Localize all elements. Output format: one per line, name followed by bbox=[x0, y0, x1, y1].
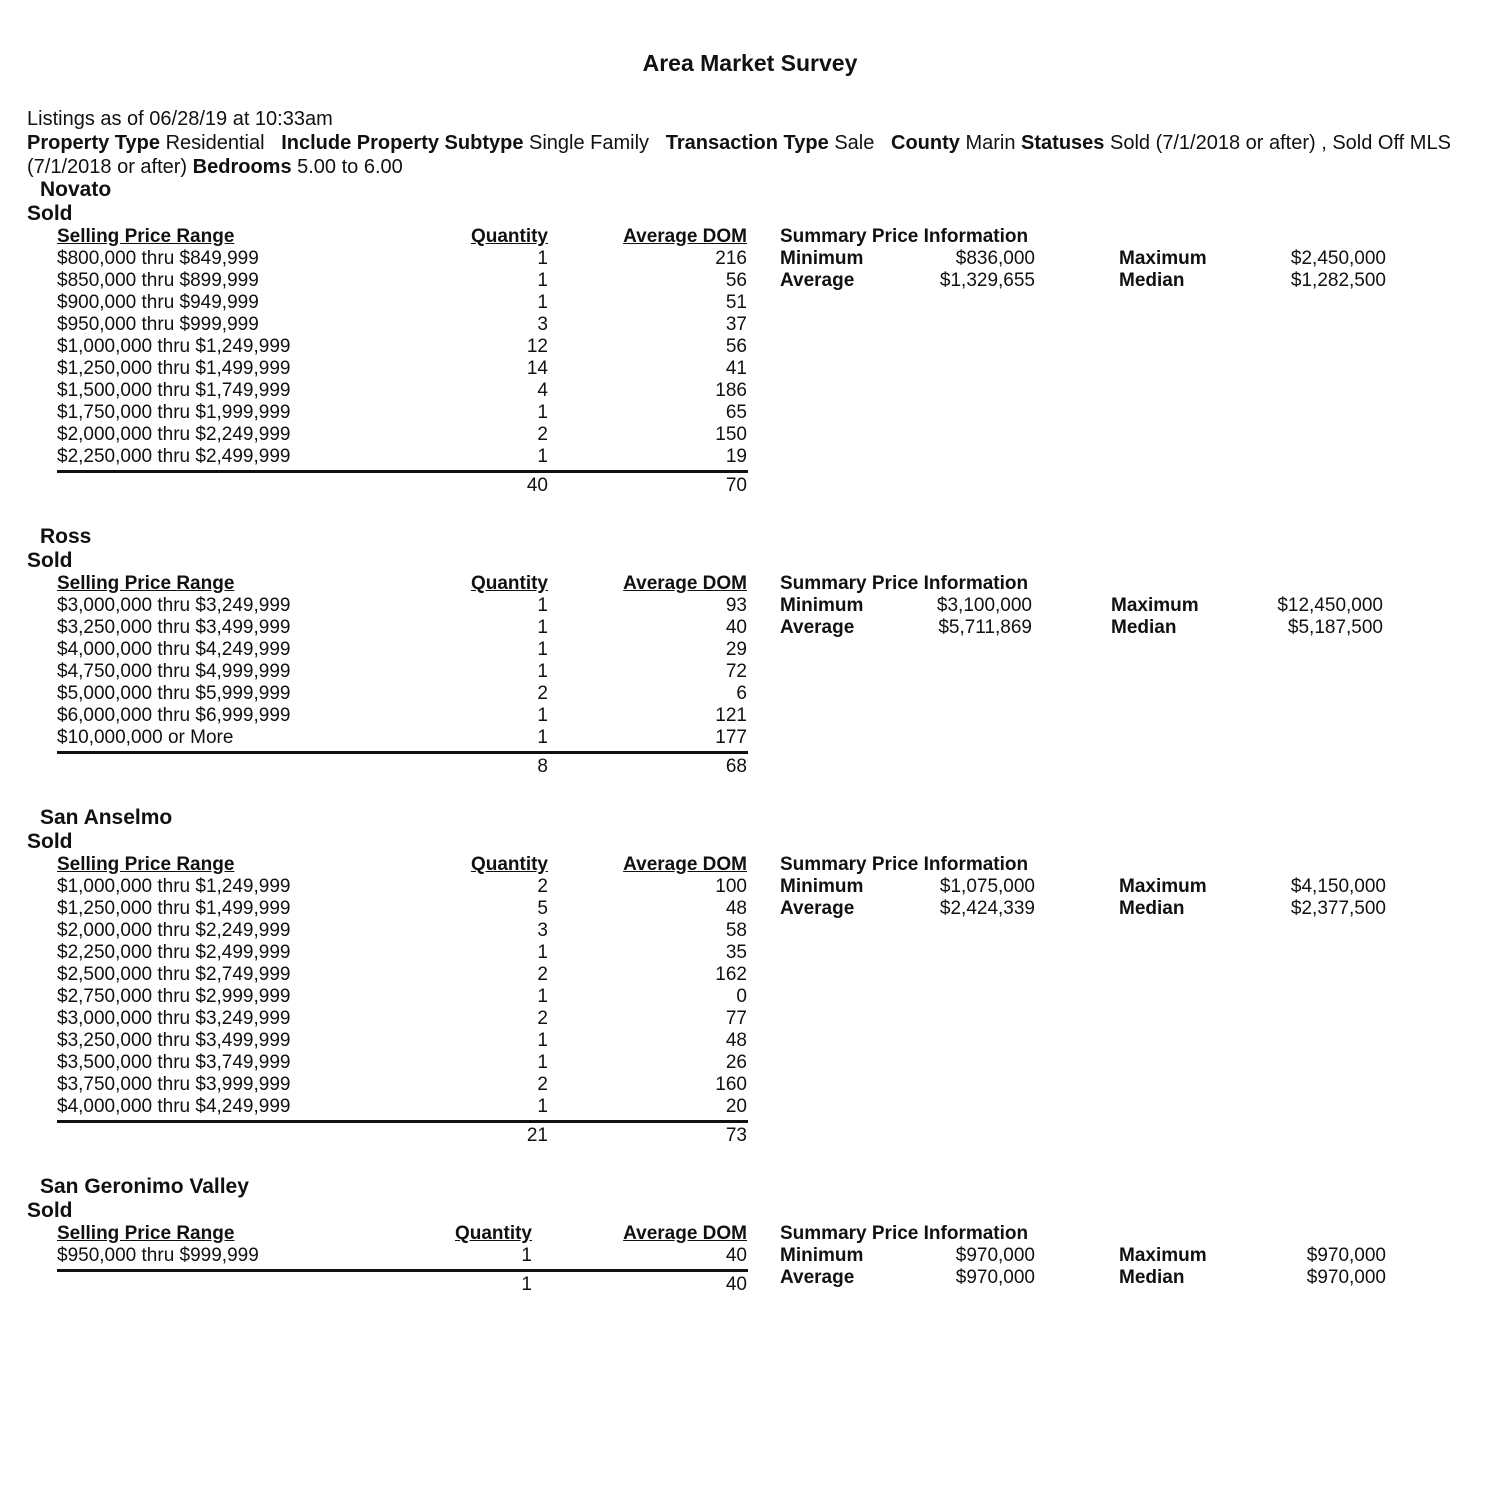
table-row bbox=[0, 661, 1500, 683]
average-label: Average bbox=[780, 898, 855, 919]
totals-row bbox=[0, 1123, 1500, 1147]
city-section bbox=[0, 806, 1500, 1158]
dom-cell: 150 bbox=[715, 424, 747, 445]
totals-row bbox=[0, 754, 1500, 778]
bedrooms-label: Bedrooms bbox=[192, 156, 292, 178]
summary-header: Summary Price Information bbox=[780, 1223, 1029, 1244]
table-row bbox=[0, 1030, 1500, 1052]
total-quantity: 8 bbox=[537, 756, 548, 777]
listings-date: Listings as of 06/28/19 at 10:33am bbox=[27, 108, 333, 130]
bedrooms-value: 5.00 to 6.00 bbox=[297, 156, 403, 178]
table-row bbox=[0, 727, 1500, 749]
quantity-cell: 1 bbox=[537, 292, 548, 313]
county-value: Marin bbox=[965, 132, 1016, 154]
average-label: Average bbox=[780, 270, 855, 291]
quantity-cell: 1 bbox=[537, 270, 548, 291]
city-name: San Geronimo Valley bbox=[40, 1175, 249, 1198]
range-cell: $850,000 thru $899,999 bbox=[57, 270, 259, 291]
search-criteria bbox=[27, 107, 1487, 179]
criteria-line bbox=[27, 131, 1487, 179]
dom-header: Average DOM bbox=[623, 1223, 747, 1244]
total-dom: 68 bbox=[725, 756, 747, 777]
dom-cell: 162 bbox=[715, 964, 747, 985]
total-dom: 40 bbox=[725, 1274, 747, 1295]
minimum-label: Minimum bbox=[780, 876, 864, 897]
dom-cell: 37 bbox=[725, 314, 747, 335]
table-row bbox=[0, 336, 1500, 358]
dom-cell: 40 bbox=[725, 1245, 747, 1266]
quantity-cell: 12 bbox=[526, 336, 548, 357]
status-label: Sold bbox=[27, 1199, 73, 1222]
range-cell: $3,250,000 thru $3,499,999 bbox=[57, 1030, 291, 1051]
average-value: $970,000 bbox=[955, 1267, 1035, 1288]
transaction-value: Sale bbox=[834, 132, 875, 154]
city-section bbox=[0, 178, 1500, 508]
dom-cell: 19 bbox=[725, 446, 747, 467]
range-cell: $2,250,000 thru $2,499,999 bbox=[57, 446, 291, 467]
statuses-label: Statuses bbox=[1021, 132, 1105, 154]
dom-cell: 35 bbox=[725, 942, 747, 963]
range-cell: $2,750,000 thru $2,999,999 bbox=[57, 986, 291, 1007]
totals-row bbox=[0, 473, 1500, 497]
dom-cell: 77 bbox=[725, 1008, 747, 1029]
table-row bbox=[0, 1008, 1500, 1030]
average-value: $2,424,339 bbox=[939, 898, 1035, 919]
dom-cell: 20 bbox=[725, 1096, 747, 1117]
dom-cell: 72 bbox=[725, 661, 747, 682]
dom-cell: 58 bbox=[725, 920, 747, 941]
range-cell: $10,000,000 or More bbox=[57, 727, 234, 748]
range-cell: $5,000,000 thru $5,999,999 bbox=[57, 683, 291, 704]
dom-cell: 40 bbox=[725, 617, 747, 638]
table-row bbox=[0, 424, 1500, 446]
range-cell: $2,000,000 thru $2,249,999 bbox=[57, 920, 291, 941]
quantity-cell: 1 bbox=[537, 661, 548, 682]
quantity-cell: 3 bbox=[537, 314, 548, 335]
table-row bbox=[0, 986, 1500, 1008]
range-cell: $1,500,000 thru $1,749,999 bbox=[57, 380, 291, 401]
dom-header: Average DOM bbox=[623, 573, 747, 594]
dom-cell: 26 bbox=[725, 1052, 747, 1073]
range-header: Selling Price Range bbox=[57, 573, 235, 594]
status-label: Sold bbox=[27, 830, 73, 853]
dom-cell: 93 bbox=[725, 595, 747, 616]
table-row bbox=[0, 380, 1500, 402]
county-label: County bbox=[891, 132, 960, 154]
quantity-cell: 1 bbox=[537, 1052, 548, 1073]
table-row bbox=[0, 942, 1500, 964]
property-type-label: Property Type bbox=[27, 132, 160, 154]
maximum-value: $12,450,000 bbox=[1277, 595, 1383, 616]
range-cell: $950,000 thru $999,999 bbox=[57, 314, 259, 335]
quantity-cell: 1 bbox=[537, 617, 548, 638]
quantity-header: Quantity bbox=[470, 573, 548, 594]
quantity-cell: 1 bbox=[537, 446, 548, 467]
total-dom: 73 bbox=[725, 1125, 747, 1146]
quantity-header: Quantity bbox=[454, 1223, 532, 1244]
range-cell: $1,000,000 thru $1,249,999 bbox=[57, 876, 291, 897]
quantity-cell: 3 bbox=[537, 920, 548, 941]
maximum-value: $970,000 bbox=[1306, 1245, 1386, 1266]
summary-header: Summary Price Information bbox=[780, 854, 1029, 875]
quantity-cell: 1 bbox=[537, 1096, 548, 1117]
quantity-header: Quantity bbox=[470, 854, 548, 875]
minimum-label: Minimum bbox=[780, 1245, 864, 1266]
table-row bbox=[0, 920, 1500, 942]
summary-header: Summary Price Information bbox=[780, 573, 1029, 594]
median-label: Median bbox=[1111, 617, 1177, 638]
subtype-label: Include Property Subtype bbox=[281, 132, 524, 154]
quantity-cell: 1 bbox=[537, 639, 548, 660]
range-cell: $1,250,000 thru $1,499,999 bbox=[57, 898, 291, 919]
minimum-value: $970,000 bbox=[955, 1245, 1035, 1266]
median-value: $970,000 bbox=[1306, 1267, 1386, 1288]
status-label: Sold bbox=[27, 549, 73, 572]
total-quantity: 1 bbox=[521, 1274, 532, 1295]
range-header: Selling Price Range bbox=[57, 226, 235, 247]
dom-cell: 48 bbox=[725, 898, 747, 919]
dom-header: Average DOM bbox=[623, 226, 747, 247]
city-section bbox=[0, 1175, 1500, 1307]
average-label: Average bbox=[780, 617, 855, 638]
summary-price-info bbox=[0, 876, 1500, 920]
dom-cell: 0 bbox=[736, 986, 747, 1007]
range-cell: $3,250,000 thru $3,499,999 bbox=[57, 617, 291, 638]
range-cell: $950,000 thru $999,999 bbox=[57, 1245, 259, 1266]
range-cell: $800,000 thru $849,999 bbox=[57, 248, 259, 269]
maximum-value: $4,150,000 bbox=[1290, 876, 1386, 897]
table-row bbox=[0, 402, 1500, 424]
range-cell: $1,000,000 thru $1,249,999 bbox=[57, 336, 291, 357]
quantity-cell: 2 bbox=[537, 1008, 548, 1029]
range-cell: $3,750,000 thru $3,999,999 bbox=[57, 1074, 291, 1095]
city-name: Novato bbox=[40, 178, 112, 201]
summary-price-info bbox=[0, 248, 1500, 292]
quantity-cell: 1 bbox=[537, 595, 548, 616]
dom-cell: 41 bbox=[725, 358, 747, 379]
dom-cell: 65 bbox=[725, 402, 747, 423]
dom-cell: 56 bbox=[725, 270, 747, 291]
table-row bbox=[0, 292, 1500, 314]
dom-cell: 186 bbox=[715, 380, 747, 401]
total-quantity: 21 bbox=[526, 1125, 548, 1146]
total-quantity: 40 bbox=[526, 475, 548, 496]
dom-cell: 121 bbox=[715, 705, 747, 726]
statuses-value: Sold (7/1/2018 or after) , Sold Off MLS (7/1/2018 or after) bbox=[27, 132, 1451, 178]
minimum-value: $3,100,000 bbox=[936, 595, 1032, 616]
minimum-value: $1,075,000 bbox=[939, 876, 1035, 897]
quantity-cell: 1 bbox=[537, 402, 548, 423]
summary-price-info bbox=[0, 595, 1500, 639]
dom-cell: 216 bbox=[715, 248, 747, 269]
dom-cell: 177 bbox=[715, 727, 747, 748]
city-section bbox=[0, 525, 1500, 789]
summary-header: Summary Price Information bbox=[780, 226, 1029, 247]
quantity-cell: 4 bbox=[537, 380, 548, 401]
dom-cell: 160 bbox=[715, 1074, 747, 1095]
average-value: $5,711,869 bbox=[938, 617, 1032, 638]
median-label: Median bbox=[1119, 270, 1185, 291]
range-cell: $900,000 thru $949,999 bbox=[57, 292, 259, 313]
quantity-cell: 1 bbox=[537, 1030, 548, 1051]
range-cell: $2,500,000 thru $2,749,999 bbox=[57, 964, 291, 985]
range-cell: $2,250,000 thru $2,499,999 bbox=[57, 942, 291, 963]
range-cell: $1,250,000 thru $1,499,999 bbox=[57, 358, 291, 379]
dom-cell: 6 bbox=[736, 683, 747, 704]
range-cell: $4,750,000 thru $4,999,999 bbox=[57, 661, 291, 682]
table-row bbox=[0, 358, 1500, 380]
table-row bbox=[0, 1052, 1500, 1074]
maximum-label: Maximum bbox=[1119, 876, 1207, 897]
transaction-label: Transaction Type bbox=[665, 132, 829, 154]
table-row bbox=[0, 446, 1500, 468]
average-label: Average bbox=[780, 1267, 855, 1288]
quantity-cell: 1 bbox=[537, 727, 548, 748]
quantity-cell: 14 bbox=[526, 358, 548, 379]
median-value: $2,377,500 bbox=[1290, 898, 1386, 919]
quantity-cell: 2 bbox=[537, 1074, 548, 1095]
range-cell: $3,000,000 thru $3,249,999 bbox=[57, 595, 291, 616]
quantity-cell: 2 bbox=[537, 964, 548, 985]
range-cell: $6,000,000 thru $6,999,999 bbox=[57, 705, 291, 726]
table-row bbox=[0, 314, 1500, 336]
quantity-cell: 1 bbox=[537, 986, 548, 1007]
quantity-cell: 1 bbox=[521, 1245, 532, 1266]
quantity-cell: 2 bbox=[537, 683, 548, 704]
minimum-label: Minimum bbox=[780, 595, 864, 616]
status-label: Sold bbox=[27, 202, 73, 225]
average-value: $1,329,655 bbox=[939, 270, 1035, 291]
table-row bbox=[0, 705, 1500, 727]
property-type-value: Residential bbox=[165, 132, 265, 154]
table-row bbox=[0, 683, 1500, 705]
maximum-label: Maximum bbox=[1111, 595, 1199, 616]
subtype-value: Single Family bbox=[529, 132, 650, 154]
dom-cell: 29 bbox=[725, 639, 747, 660]
table-row bbox=[0, 639, 1500, 661]
maximum-label: Maximum bbox=[1119, 1245, 1207, 1266]
median-value: $5,187,500 bbox=[1287, 617, 1383, 638]
range-header: Selling Price Range bbox=[57, 854, 235, 875]
dom-cell: 51 bbox=[725, 292, 747, 313]
quantity-cell: 1 bbox=[537, 942, 548, 963]
range-cell: $3,000,000 thru $3,249,999 bbox=[57, 1008, 291, 1029]
page-title: Area Market Survey bbox=[642, 50, 858, 76]
quantity-cell: 2 bbox=[537, 424, 548, 445]
dom-cell: 48 bbox=[725, 1030, 747, 1051]
range-cell: $2,000,000 thru $2,249,999 bbox=[57, 424, 291, 445]
minimum-value: $836,000 bbox=[955, 248, 1035, 269]
minimum-label: Minimum bbox=[780, 248, 864, 269]
maximum-label: Maximum bbox=[1119, 248, 1207, 269]
summary-price-info bbox=[0, 1245, 1500, 1289]
range-header: Selling Price Range bbox=[57, 1223, 235, 1244]
median-value: $1,282,500 bbox=[1290, 270, 1386, 291]
table-row bbox=[0, 964, 1500, 986]
total-dom: 70 bbox=[725, 475, 747, 496]
dom-header: Average DOM bbox=[623, 854, 747, 875]
quantity-cell: 2 bbox=[537, 876, 548, 897]
quantity-header: Quantity bbox=[470, 226, 548, 247]
range-cell: $4,000,000 thru $4,249,999 bbox=[57, 639, 291, 660]
table-row bbox=[0, 1074, 1500, 1096]
quantity-cell: 5 bbox=[537, 898, 548, 919]
quantity-cell: 1 bbox=[537, 248, 548, 269]
dom-cell: 100 bbox=[715, 876, 747, 897]
city-name: San Anselmo bbox=[40, 806, 173, 829]
range-cell: $4,000,000 thru $4,249,999 bbox=[57, 1096, 291, 1117]
maximum-value: $2,450,000 bbox=[1290, 248, 1386, 269]
city-name: Ross bbox=[40, 525, 92, 548]
range-cell: $1,750,000 thru $1,999,999 bbox=[57, 402, 291, 423]
median-label: Median bbox=[1119, 898, 1185, 919]
dom-cell: 56 bbox=[725, 336, 747, 357]
median-label: Median bbox=[1119, 1267, 1185, 1288]
range-cell: $3,500,000 thru $3,749,999 bbox=[57, 1052, 291, 1073]
table-row bbox=[0, 1096, 1500, 1118]
quantity-cell: 1 bbox=[537, 705, 548, 726]
